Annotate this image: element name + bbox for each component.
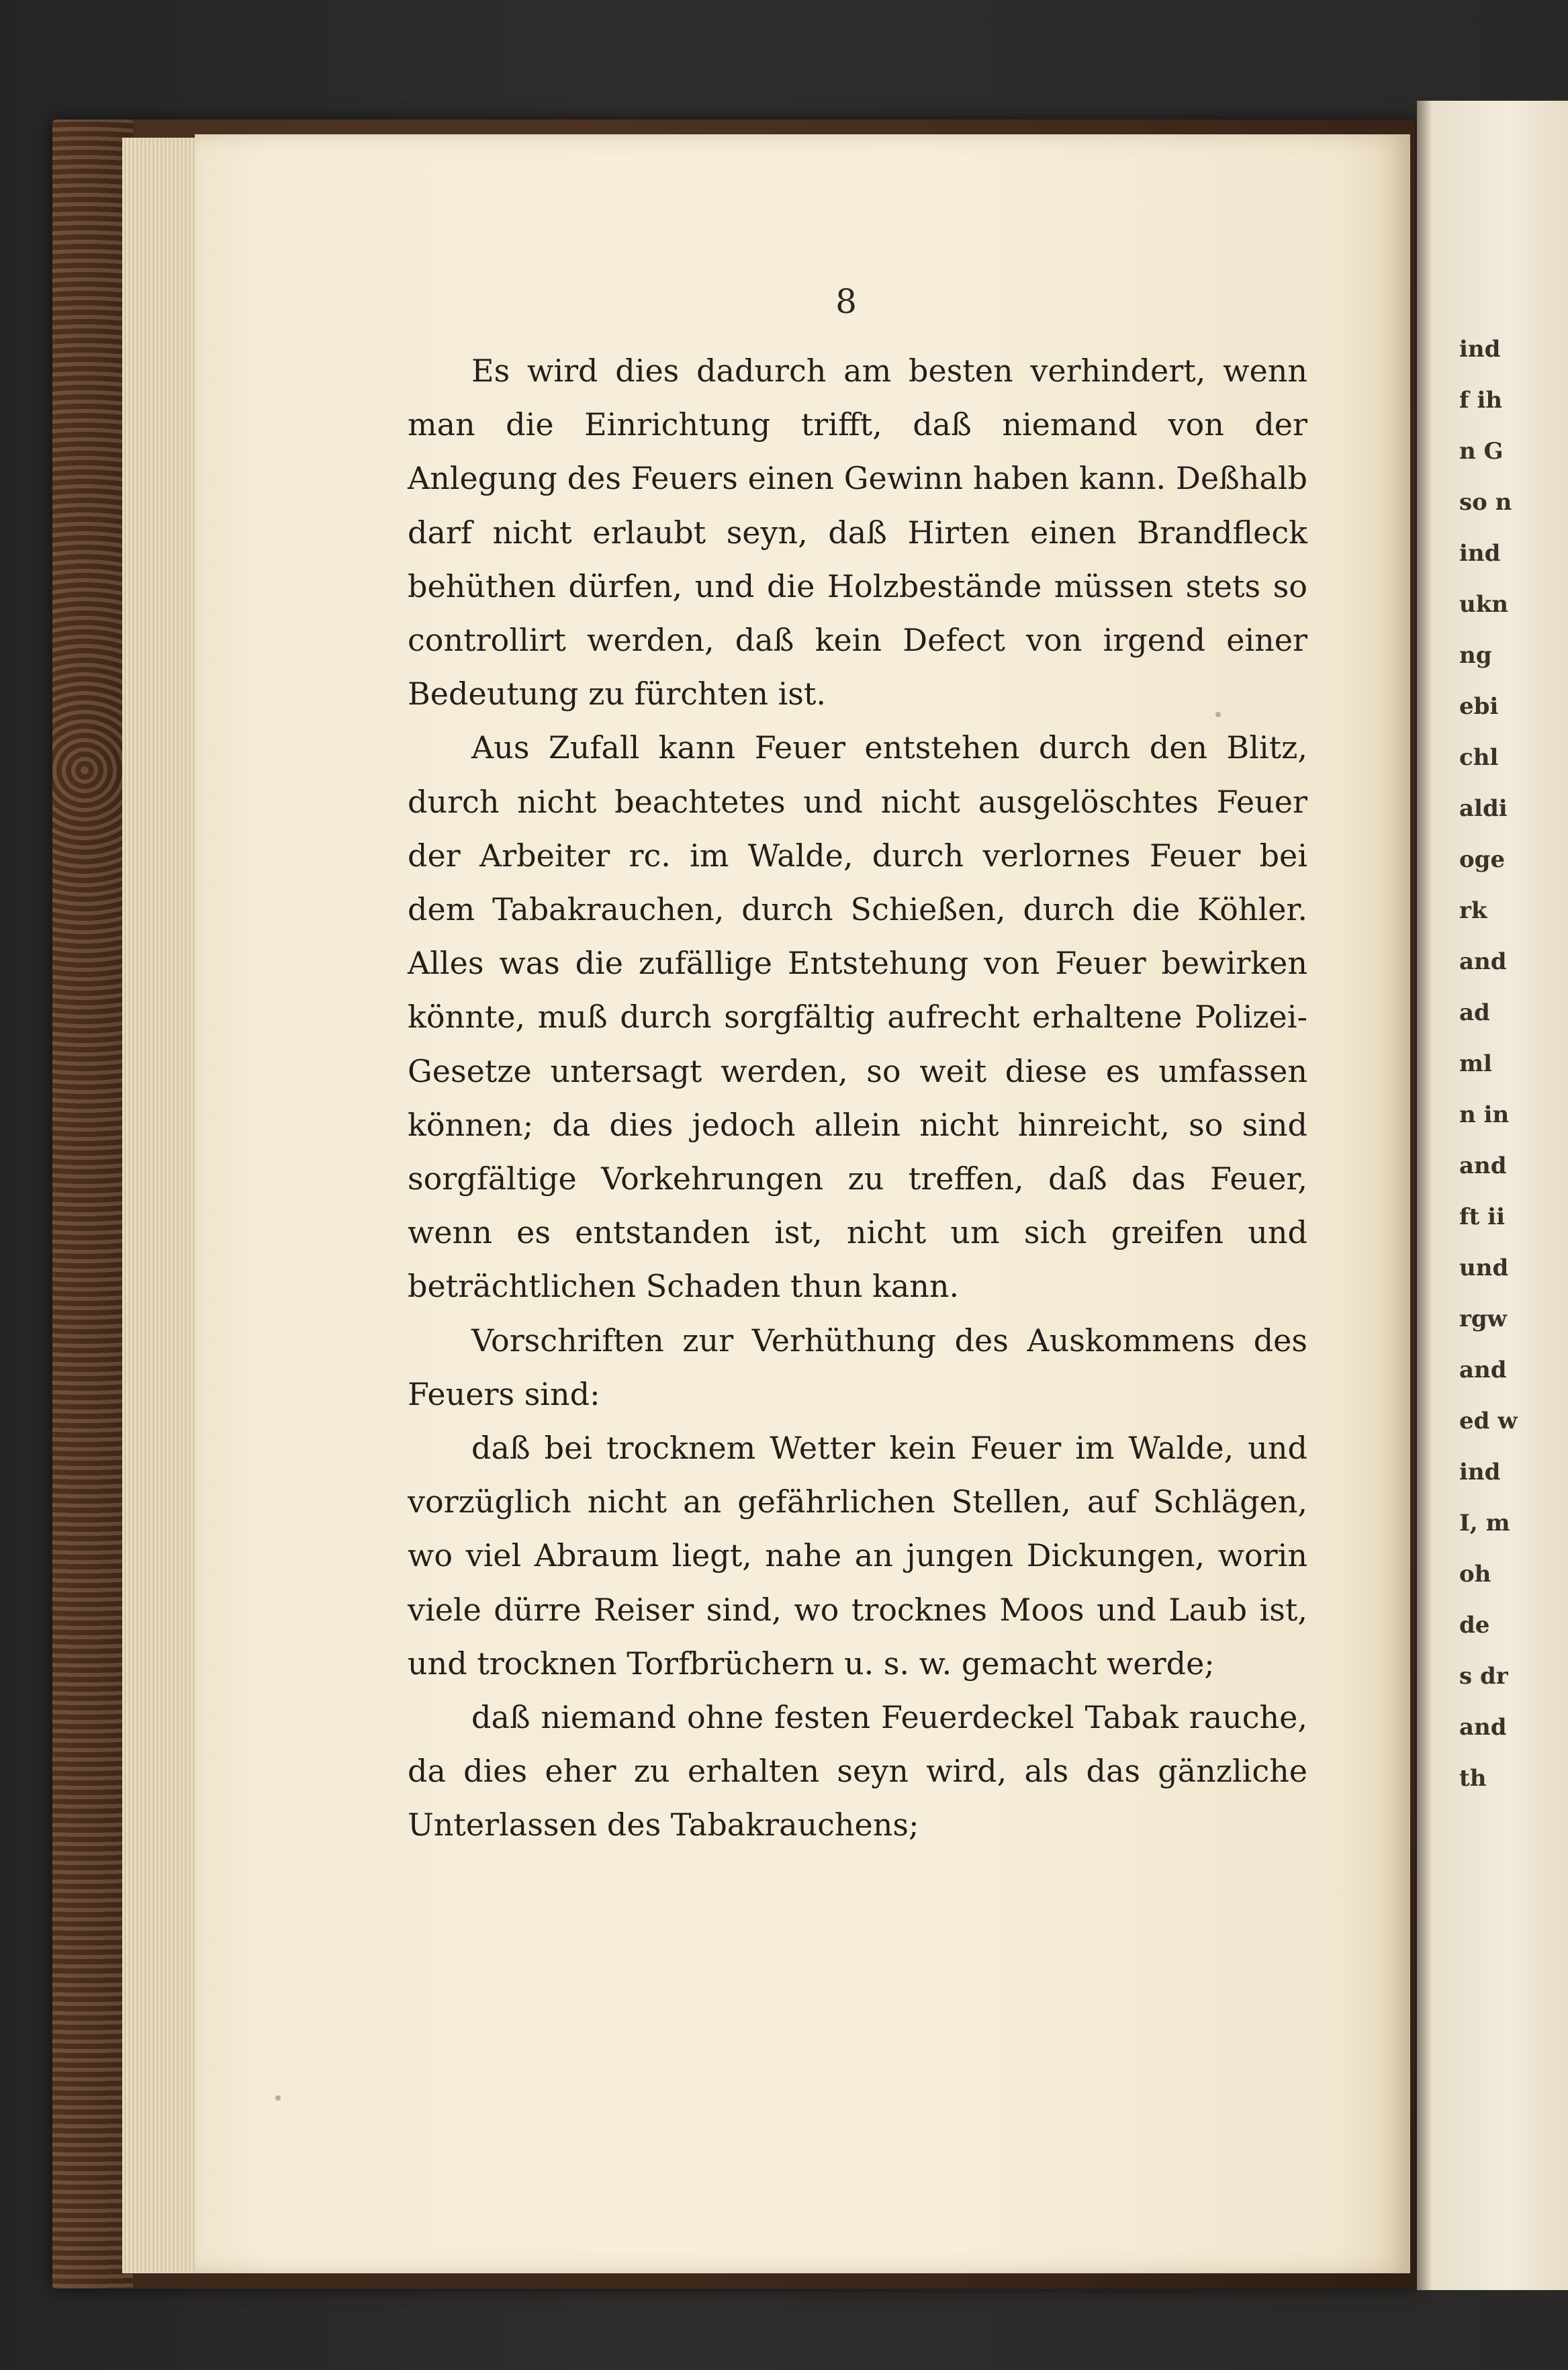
facing-page-fragment: rk (1459, 897, 1487, 924)
paragraph: Vorschriften zur Verhüthung des Auskommens des Feuers sind: (408, 1322, 1307, 1412)
facing-page-fragment: ukn (1459, 591, 1508, 618)
facing-page-fragment: th (1459, 1765, 1487, 1792)
facing-page-fragment: oh (1459, 1561, 1491, 1588)
facing-page-fragment: ft ii (1459, 1203, 1505, 1230)
facing-page-fragment: chl (1459, 744, 1499, 771)
facing-page-fragment: ml (1459, 1050, 1492, 1077)
facing-page-fragment: and (1459, 1357, 1507, 1383)
facing-page-fragment: n G (1459, 438, 1504, 465)
facing-page-fragment: ind (1459, 336, 1501, 363)
paragraph: Es wird dies dadurch am besten verhindert, wenn man die Einrichtung trifft, daß niemand von der Anlegung des Feuers einen Gewinn haben kann. Deßhalb darf nicht erlaubt seyn, daß Hirten einen Brandfleck behüthen dürfen, und die Holzbestände müssen stets so controllirt werden, daß kein Defect von irgend einer Bedeutung zu fürchten ist. (408, 353, 1307, 713)
facing-page-fragment: de (1459, 1612, 1490, 1639)
facing-page-fragment: rgw (1459, 1306, 1507, 1332)
facing-page-fragment: ed w (1459, 1408, 1518, 1434)
facing-page-text-fragments (1454, 107, 1568, 2290)
facing-page-fragment: I, m (1459, 1510, 1510, 1537)
facing-page-fragment: s dr (1459, 1663, 1508, 1690)
facing-page-fragment: und (1459, 1255, 1509, 1281)
paragraph: daß bei trocknem Wetter kein Feuer im Walde, und vorzüglich nicht an gefährlichen Stellen, auf Schlägen, wo viel Abraum liegt, nahe an jungen Dickungen, worin viele dürre Reiser sind, wo trocknes Moos und Laub ist, und trocknen Torfbrüchern u. s. w. gemacht werde; (408, 1430, 1307, 1682)
facing-page-fragment: oge (1459, 846, 1506, 873)
facing-page-fragment: n in (1459, 1101, 1510, 1128)
paragraph: daß niemand ohne festen Feuerdeckel Tabak rauche, da dies eher zu erhalten seyn wird, als das gänzliche Unterlassen des Tabakrauchens; (408, 1699, 1307, 1843)
page-number: 8 (835, 282, 857, 321)
facing-page-fragment: and (1459, 1152, 1507, 1179)
marbled-cover-edge (52, 120, 133, 2289)
facing-page-fragment: and (1459, 948, 1507, 975)
paragraph: Aus Zufall kann Feuer entstehen durch den Blitz, durch nicht beachtetes und nicht ausgelöschtes Feuer der Arbeiter rc. im Walde, durch verlornes Feuer bei dem Tabakrauchen, durch Schießen, durch die Köhler. Alles was die zufällige Entstehung von Feuer bewirken könnte, muß durch sorgfältig aufrecht erhaltene Polizei-Gesetze untersagt werden, so weit diese es umfassen können; da dies jedoch allein nicht hinreicht, so sind sorgfältige Vorkehrungen zu treffen, daß das Feuer, wenn es entstanden ist, nicht um sich greifen und beträchtlichen Schaden thun kann. (408, 729, 1307, 1305)
facing-page-fragment: ng (1459, 642, 1492, 669)
facing-page-fragment: aldi (1459, 795, 1508, 822)
page-text (408, 344, 1307, 1852)
facing-page-fragment: so n (1459, 489, 1512, 516)
facing-page-fragment: and (1459, 1714, 1507, 1741)
facing-page-fragment: f ih (1459, 387, 1503, 414)
paper-speck (275, 2095, 281, 2101)
facing-page-fragment: ind (1459, 540, 1501, 567)
facing-page-fragment: ad (1459, 999, 1490, 1026)
page-edges (122, 138, 203, 2273)
facing-page-fragment: ind (1459, 1459, 1501, 1486)
facing-page-fragment: ebi (1459, 693, 1499, 720)
paper-speck (1215, 712, 1221, 717)
